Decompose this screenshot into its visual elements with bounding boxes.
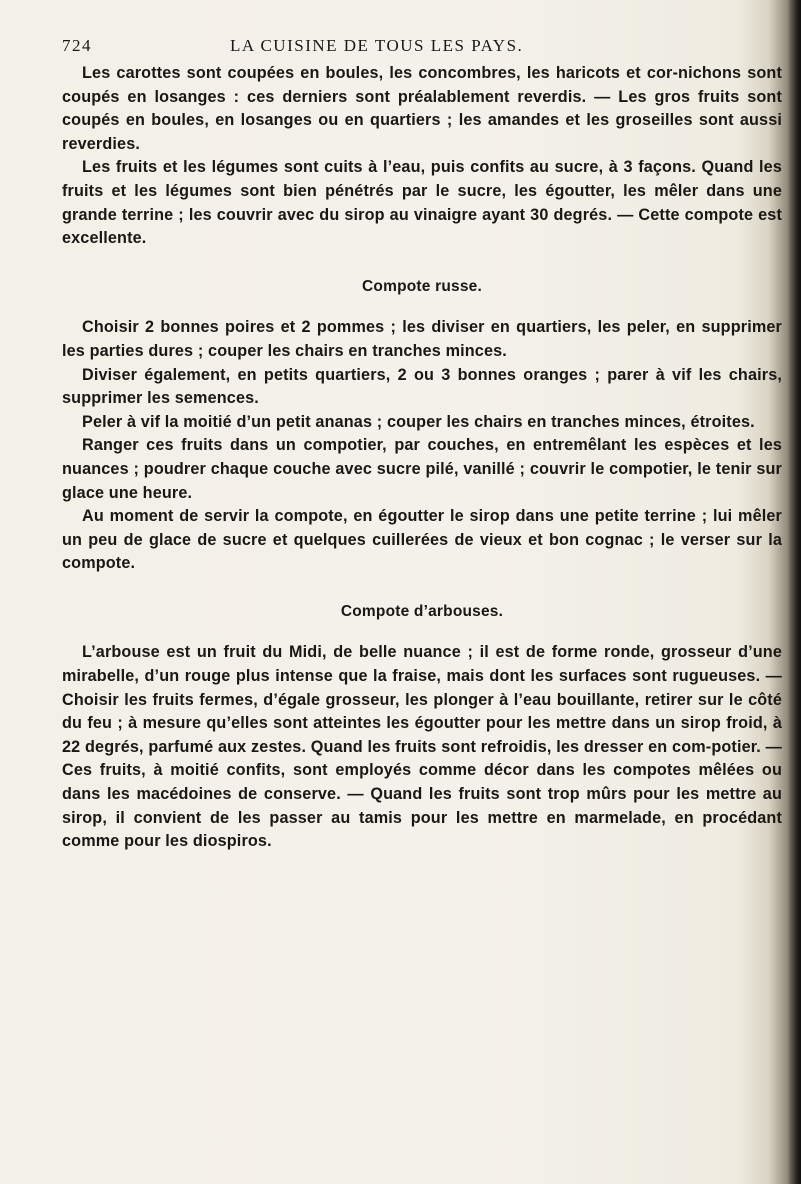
recipe-paragraph: Ranger ces fruits dans un compotier, par couches, en entremêlant les espèces et les nuances ; poudrer chaque couche avec sucre pilé, vanillé ; couvrir le compotier, le tenir sur glace une heure. xyxy=(62,436,782,502)
page-edge-shadow xyxy=(787,0,801,1184)
recipe-paragraph: Choisir 2 bonnes poires et 2 pommes ; les diviser en quartiers, les peler, en supprimer les parties dures ; couper les chairs en tranches minces. xyxy=(62,318,782,360)
page-number: 724 xyxy=(62,36,92,55)
section-heading-compote-russe: Compote russe. xyxy=(362,277,482,295)
recipe-paragraph: L’arbouse est un fruit du Midi, de belle nuance ; il est de forme ronde, grosseur d’une mirabelle, d’un rouge plus intense que la fraise, mais dont les surfaces sont rugueuses. — Choisir les fruits fermes, d’égale grosseur, les plonger à l’eau bouillante, retirer sur le côté du feu ; à mesure qu’elles sont atteintes les égoutter pour les mettre dans un sirop froid, à 22 degrés, parfumé aux zestes. Quand les fruits sont refroidis, les dresser en com-potier. — Ces fruits, à moitié confits, sont employés comme décor dans les compotes mêlées ou dans les macédoines de conserve. — Quand les fruits sont trop mûrs pour les mettre au sirop, il convient de les passer au tamis pour les mettre en marmelade, en procédant comme pour les diospiros. xyxy=(62,643,782,851)
intro-paragraph: Les fruits et les légumes sont cuits à l’eau, puis confits au sucre, à 3 façons. Quand les fruits et les légumes sont bien pénétrés par le sucre, les égoutter, les mêler dans une grande terrine ; les couvrir avec du sirop au vinaigre ayant 30 degrés. — Cette compote est excellente. xyxy=(62,158,782,248)
running-title: LA CUISINE DE TOUS LES PAYS. xyxy=(230,36,524,55)
recipe-paragraph: Au moment de servir la compote, en égoutter le sirop dans une petite terrine ; lui mêler un peu de glace de sucre et quelques cuillerées de vieux et bon cognac ; le verser sur la compote. xyxy=(62,507,782,573)
section-heading-compote-arbouses: Compote d’arbouses. xyxy=(340,602,504,620)
recipe-paragraph: Diviser également, en petits quartiers, 2 ou 3 bonnes oranges ; parer à vif les chairs, supprimer les semences. xyxy=(62,365,782,408)
running-header xyxy=(62,36,762,58)
intro-paragraph: Les carottes sont coupées en boules, les concombres, les haricots et cor-nichons sont coupés en losanges : ces derniers sont préalablement reverdis. — Les gros fruits sont coupés en boules, en losanges ou en quartiers ; les amandes et les groseilles sont aussi reverdies. xyxy=(62,64,782,153)
page-body xyxy=(62,62,782,854)
recipe-paragraph: Peler à vif la moitié d’un petit ananas ; couper les chairs en tranches minces, étroites. xyxy=(82,412,755,431)
